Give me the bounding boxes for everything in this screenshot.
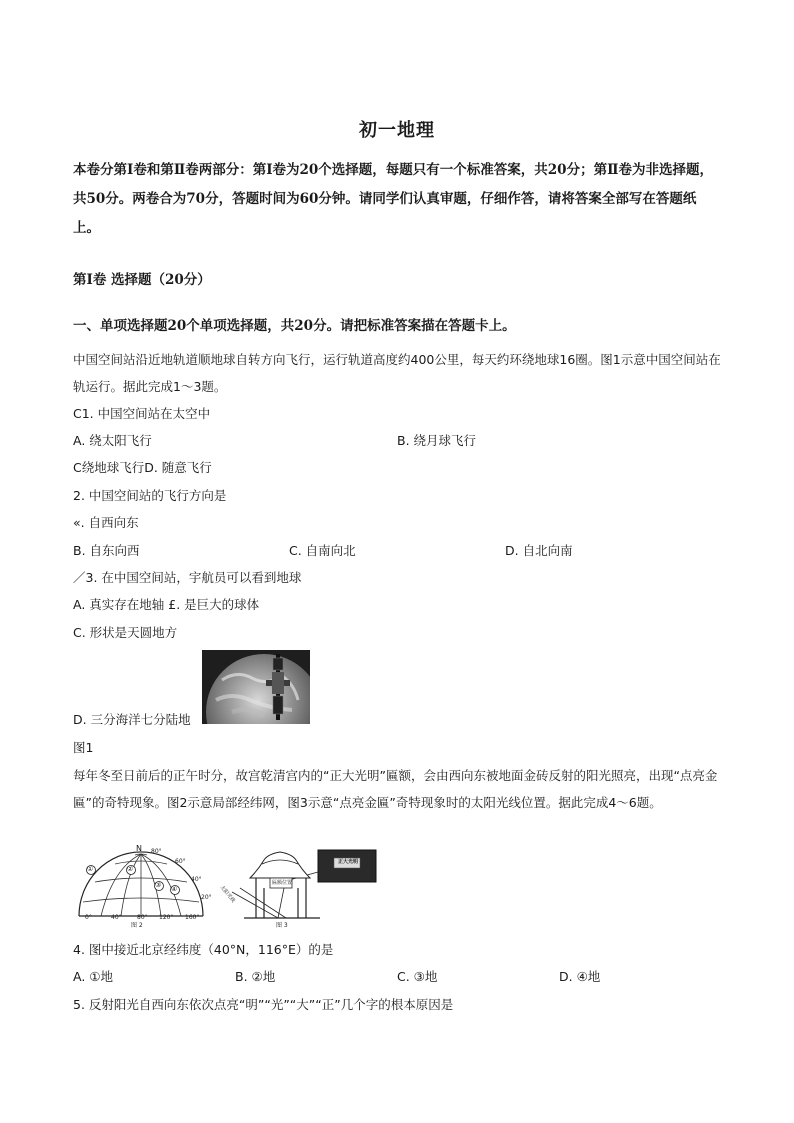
question-1-option-cd: C绕地球飞行D. 随意飞行 <box>73 460 212 475</box>
sunlight-label: 太阳光线 <box>218 884 237 904</box>
question-4-option-b: B. ②地 <box>235 969 276 984</box>
point-4: ④ <box>171 885 178 893</box>
question-4-option-a: A. ①地 <box>73 969 113 984</box>
lon-label-80: 80° <box>137 914 148 921</box>
space-station-photo <box>202 650 310 724</box>
question-2-option-c: C. 自南向北 <box>289 543 356 558</box>
section-heading: 第Ⅰ卷 选择题（20分） <box>73 272 211 288</box>
point-1: ① <box>87 865 94 873</box>
palace-sunlight-figure <box>218 848 378 929</box>
question-4-stem: 4. 图中接近北京经纬度（40°N，116°E）的是 <box>73 942 334 957</box>
question-1-option-b: B. 绕月球飞行 <box>397 433 477 448</box>
question-2-option-b: B. 自东向西 <box>73 543 140 558</box>
question-4-option-d: D. ④地 <box>559 969 601 984</box>
figure-1-caption: 图1 <box>73 740 94 755</box>
lat-label-20: 20° <box>201 894 212 901</box>
question-3-option-c: C. 形状是天圆地方 <box>73 625 178 640</box>
point-3: ③ <box>155 881 162 889</box>
part-heading: 一、单项选择题20个单项选择题，共20分。请把标准答案描在答题卡上。 <box>73 318 516 334</box>
question-3-option-d: D. 三分海洋七分陆地 <box>73 712 191 727</box>
graticule-figure <box>73 844 212 929</box>
exam-instructions: 本卷分第Ⅰ卷和第Ⅱ卷两部分：第Ⅰ卷为20个选择题，每题只有一个标准答案，共20分；第Ⅱ卷为非选择题，共50分。两卷合为70分，答题时间为60分钟。请同学们认真审题，仔细作答，请将答案全部写在答题纸上。 <box>73 162 713 236</box>
question-2-stem: 2. 中国空间站的飞行方向是 <box>73 488 227 503</box>
plaque-label: 匾额位置 <box>272 880 293 886</box>
north-label: N <box>136 844 142 853</box>
question-1-option-a: A. 绕太阳飞行 <box>73 433 152 448</box>
question-3-stem: ／3. 在中国空间站，宇航员可以看到地球 <box>73 570 302 585</box>
question-5-stem: 5. 反射阳光自西向东依次点亮“明”“光”“大”“正”几个字的根本原因是 <box>73 997 454 1012</box>
question-3-option-ab: A. 真实存在地轴 £. 是巨大的球体 <box>73 597 260 612</box>
passage-1: 中国空间站沿近地轨道顺地球自转方向飞行，运行轨道高度约400公里，每天约环绕地球16圈。图1示意中国空间站在轨运行。据此完成1～3题。 <box>73 352 721 394</box>
figure-2-caption: 图 2 <box>131 922 143 929</box>
point-2: ② <box>127 865 134 873</box>
lon-label-40: 40° <box>111 914 122 921</box>
lon-label-120: 120° <box>159 914 174 921</box>
sign-text: 正大光明 <box>338 859 359 865</box>
figure-3-caption: 图 3 <box>276 922 288 929</box>
question-2-option-d: D. 自北向南 <box>505 543 573 558</box>
lat-label-80: 80° <box>151 848 162 855</box>
question-2-option-a: «. 自西向东 <box>73 515 139 530</box>
passage-2: 每年冬至日前后的正午时分，故宫乾清宫内的“正大光明”匾额，会由西向东被地面金砖反射的阳光照亮，出现“点亮金匾”的奇特现象。图2示意局部经纬网，图3示意“点亮金匾”奇特现象时的太阳光线位置。据此完成4～6题。 <box>73 768 718 810</box>
lat-label-40: 40° <box>191 876 202 883</box>
question-1-stem: C1. 中国空间站在太空中 <box>73 406 211 421</box>
question-4-option-c: C. ③地 <box>397 969 438 984</box>
lon-label-0: 0° <box>85 914 92 921</box>
page-title: 初一地理 <box>359 120 435 141</box>
lat-label-60: 60° <box>175 858 186 865</box>
lon-label-160: 160° <box>185 914 200 921</box>
